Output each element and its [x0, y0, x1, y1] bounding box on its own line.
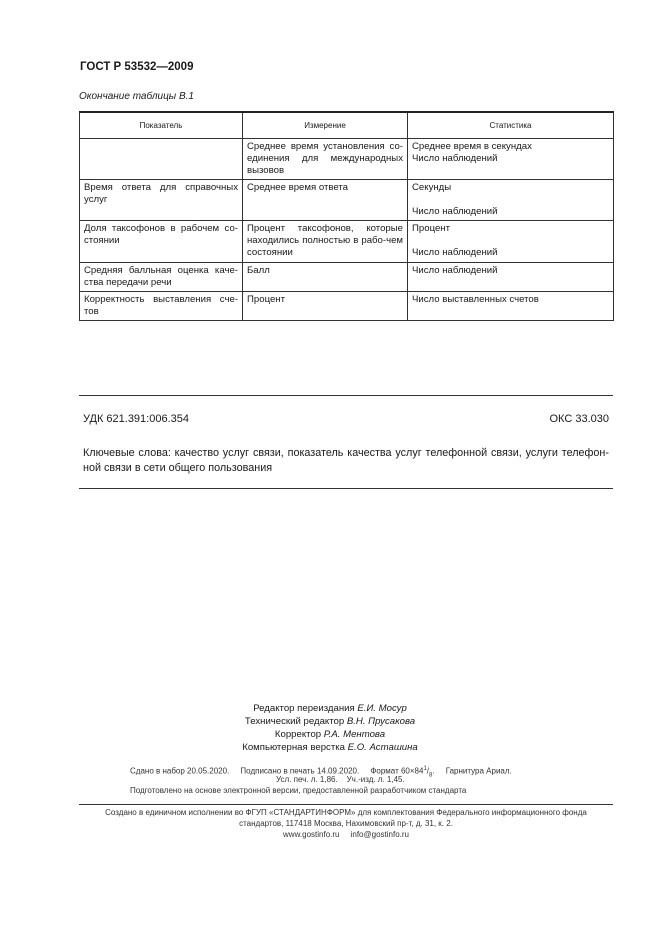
table-row	[80, 180, 614, 221]
publication-info: Сдано в набор 20.05.2020. Подписано в печать 14.09.2020. Формат $60\times 84^1/_8$. Гарнитура Ариал.	[130, 766, 512, 779]
staff-line: Редактор переиздания Е.И. Мосур	[253, 703, 407, 714]
publication-sheets: Усл. печ. л. 1,86. Уч.-изд. л. 1,45.	[276, 775, 405, 784]
staff-line: Корректор Р.А. Ментова	[274, 729, 386, 740]
column-header-measurement: Измерение	[243, 112, 408, 139]
statistics-primary: Среднее время в секундах	[412, 141, 532, 152]
measurement-cell: Среднее время ответа	[243, 180, 408, 221]
statistics-primary: Процент	[412, 223, 450, 234]
statistics-secondary: Число наблюдений	[412, 247, 498, 258]
statistics-primary: Число наблюдений	[412, 265, 498, 276]
publication-prepared: Подготовлено на основе электронной версии, предоставленной разработчиком стандарта	[130, 786, 467, 795]
statistics-secondary: Число наблюдений	[412, 153, 498, 164]
table-row	[80, 292, 614, 321]
footer-line: Создано в единичном исполнении во ФГУП «СТАНДАРТИНФОРМ» для комплектования Федерального информационного фонда	[105, 808, 587, 817]
footer-contacts	[79, 829, 613, 840]
table-caption: Окончание таблицы В.1	[79, 91, 194, 102]
statistics-cell	[408, 292, 614, 321]
oks-code: ОКС 33.030	[549, 413, 609, 425]
separator-line	[79, 488, 613, 489]
statistics-cell	[408, 221, 614, 263]
email-link[interactable]: info@gostinfo.ru	[350, 830, 409, 839]
statistics-primary: Секунды	[412, 182, 452, 193]
staff-credits	[180, 702, 480, 754]
footer-rule	[79, 804, 613, 805]
indicators-table	[79, 111, 614, 321]
indicator-cell: Корректность выставления сче-тов	[80, 292, 243, 321]
measurement-cell: Процент	[243, 292, 408, 321]
statistics-cell	[408, 263, 614, 292]
statistics-cell	[408, 180, 614, 221]
column-header-statistics: Статистика	[408, 112, 614, 139]
column-header-indicator: Показатель	[80, 112, 243, 139]
staff-line: Компьютерная верстка Е.О. Асташина	[242, 742, 418, 753]
document-header-title: ГОСТ Р 53532—2009	[80, 61, 194, 73]
table-row	[80, 221, 614, 263]
indicator-cell: Доля таксофонов в рабочем со-стоянии	[80, 221, 243, 263]
indicator-cell: Время ответа для справочных услуг	[80, 180, 243, 221]
keywords: Ключевые слова: качество услуг связи, показатель качества услуг телефонной связи, услуги телефон-ной связи в сети общего пользования	[83, 447, 609, 474]
statistics-secondary: Число наблюдений	[412, 206, 498, 217]
website-link[interactable]: www.gostinfo.ru	[283, 830, 340, 839]
measurement-cell: Балл	[243, 263, 408, 292]
statistics-primary: Число выставленных счетов	[412, 294, 539, 305]
udk-code: УДК 621.391:006.354	[83, 413, 189, 425]
indicator-cell	[80, 139, 243, 180]
table-row	[80, 263, 614, 292]
separator-line	[79, 395, 613, 396]
measurement-cell: Среднее время установления со-единения для международных вызовов	[243, 139, 408, 180]
table-row	[80, 139, 614, 180]
indicator-cell: Средняя балльная оценка каче-ства передачи речи	[80, 263, 243, 292]
statistics-cell	[408, 139, 614, 180]
footer-line: стандартов, 117418 Москва, Нахимовский пр-т, д. 31, к. 2.	[239, 819, 453, 828]
measurement-cell: Процент таксофонов, которые находились полностью в рабо-чем состоянии	[243, 221, 408, 263]
staff-line: Технический редактор В.Н. Прусакова	[244, 716, 416, 727]
